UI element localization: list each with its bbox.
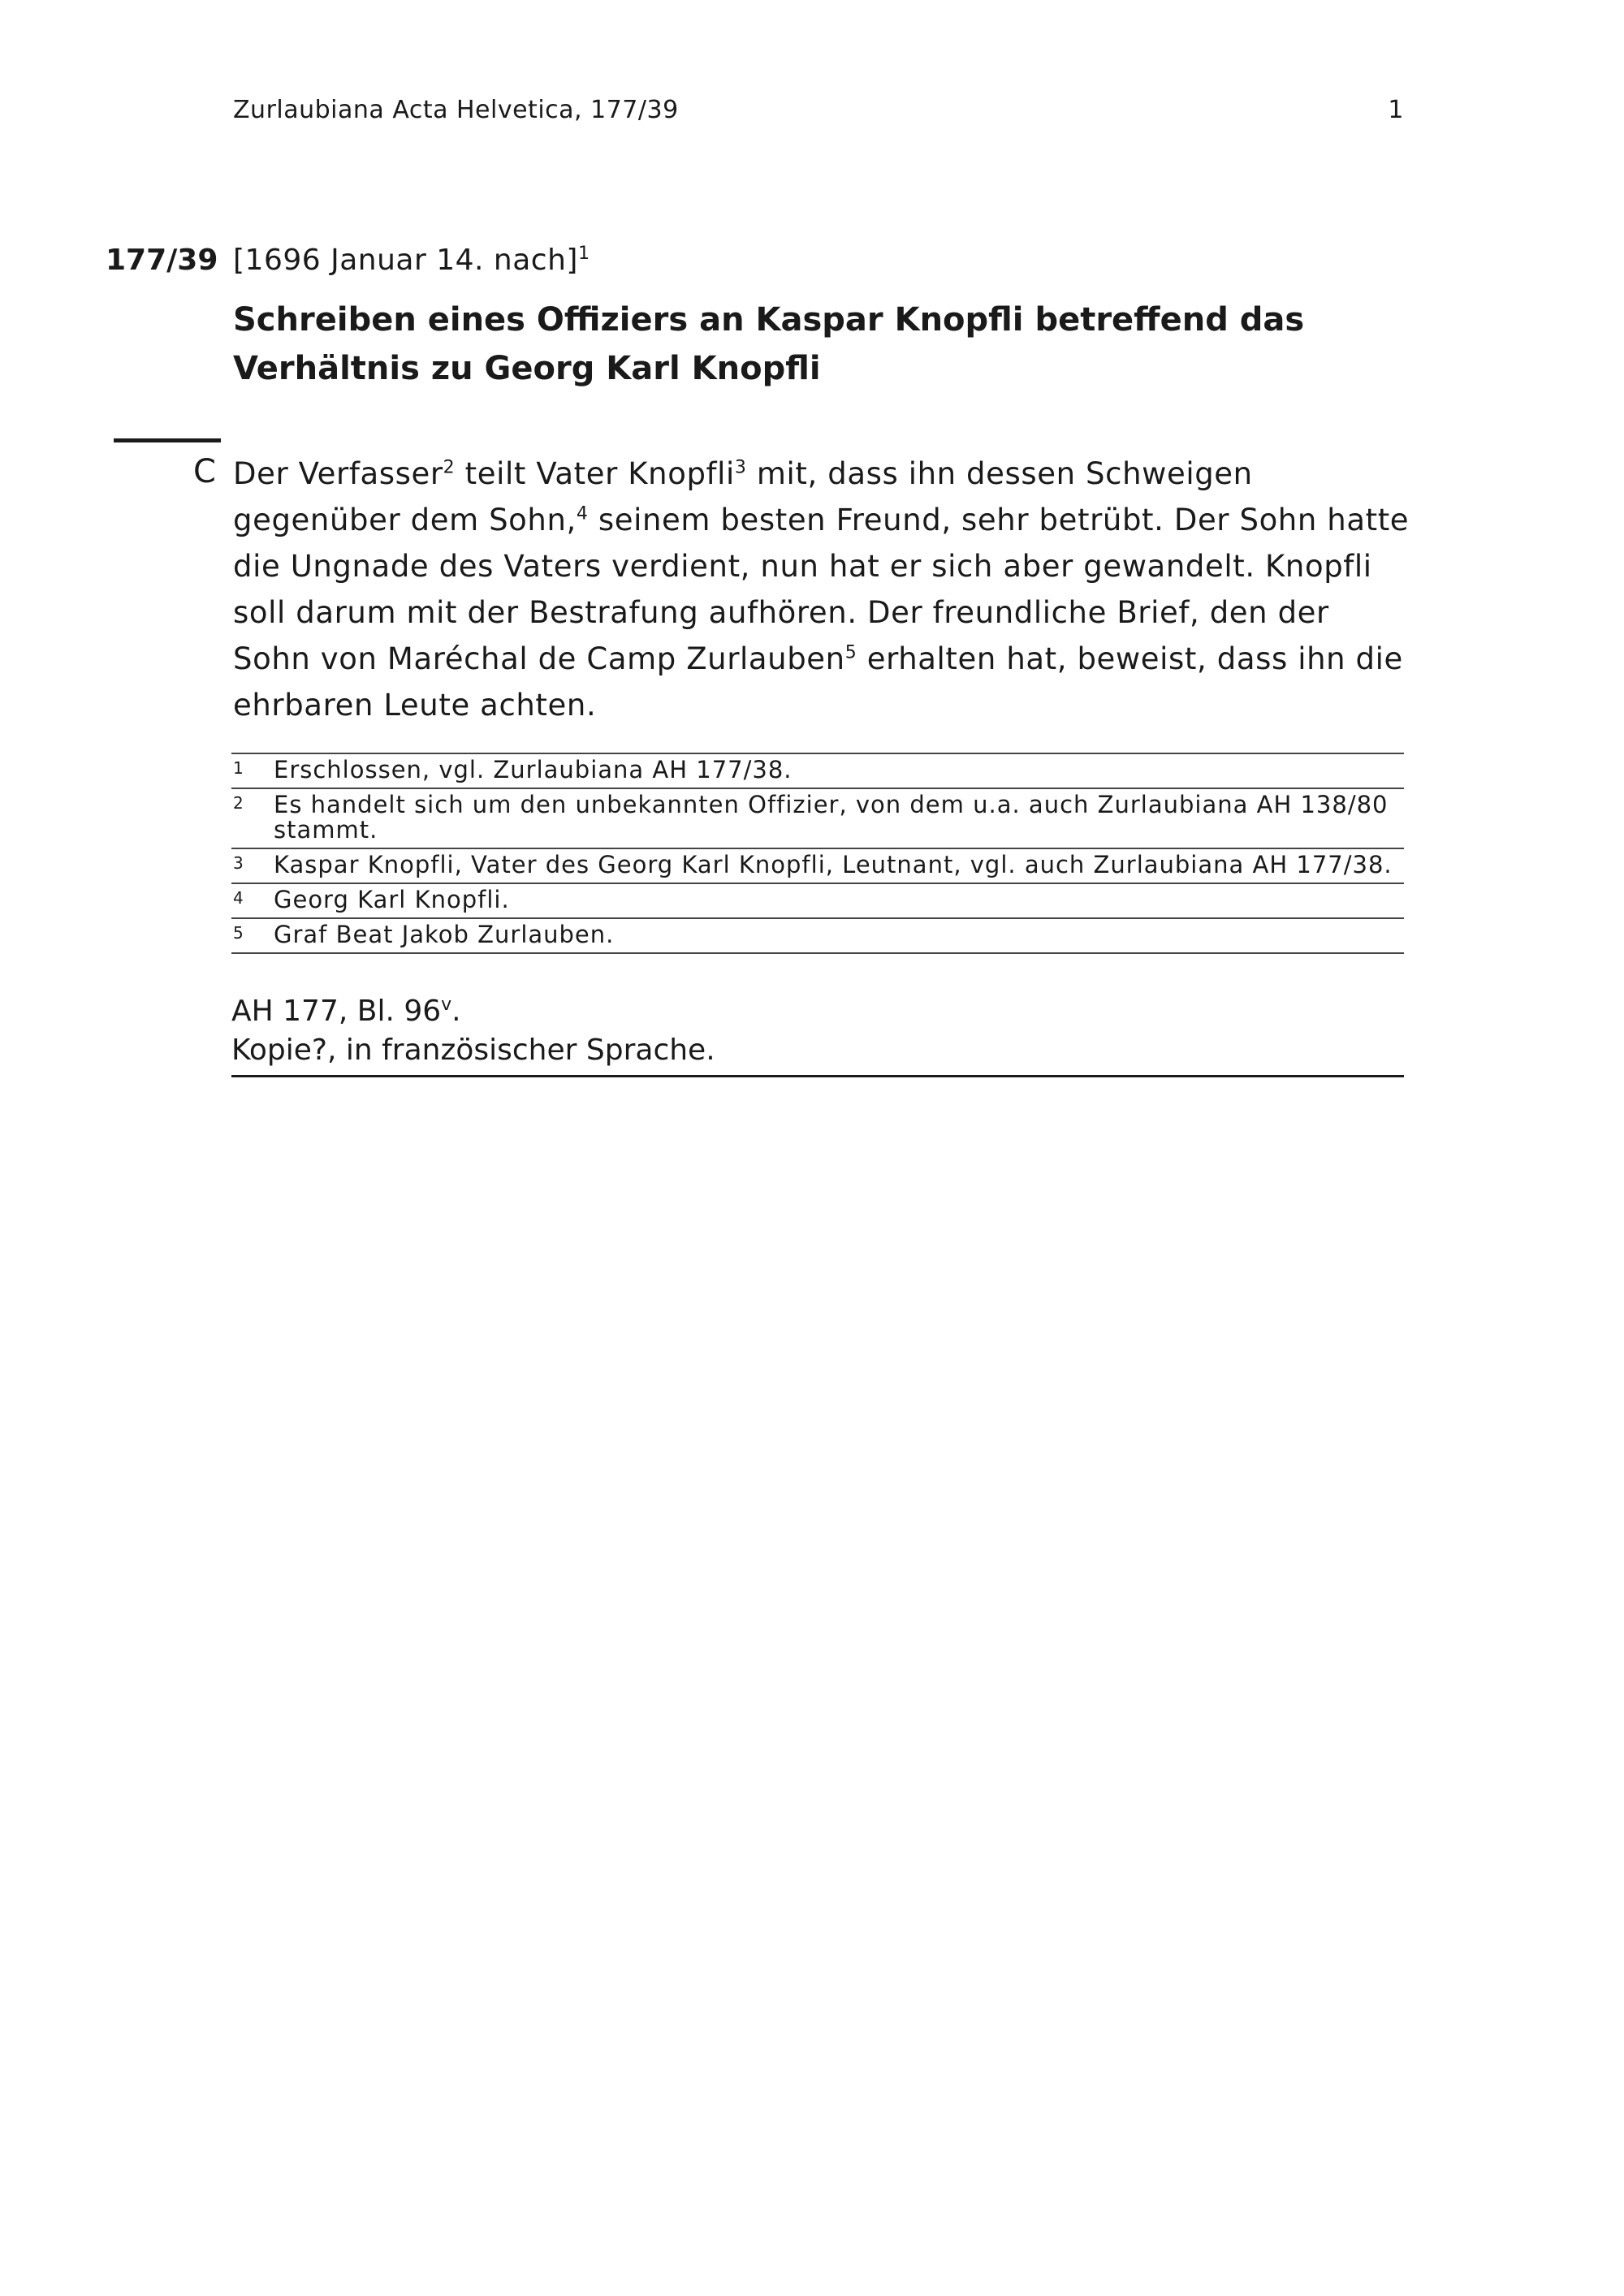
regest-part: mit, dass ihn dessen Schweigen gegenüber dem Sohn, bbox=[233, 456, 1253, 537]
archive-description: Kopie?, in französischer Sprache. bbox=[231, 1034, 715, 1067]
document-title bbox=[233, 296, 1402, 393]
footnote-text: Erschlossen, vgl. Zurlaubiana AH 177/38. bbox=[274, 756, 793, 783]
footnote-2 bbox=[231, 789, 1404, 849]
page-number: 1 bbox=[1388, 96, 1404, 124]
margin-divider bbox=[114, 438, 221, 442]
source-mark: C bbox=[193, 453, 216, 490]
regest-part: Der Verfasser bbox=[233, 456, 443, 491]
footnote-number: 2 bbox=[233, 793, 244, 813]
signature-text: AH 177, Bl. 96 bbox=[231, 995, 442, 1028]
footnote-ref-3[interactable]: 3 bbox=[734, 457, 747, 478]
footnote-3 bbox=[231, 849, 1404, 884]
archive-signature bbox=[231, 992, 1404, 1031]
folio-side: v bbox=[441, 995, 452, 1015]
document-number: 177/39 bbox=[106, 244, 218, 277]
footnote-ref-1[interactable]: 1 bbox=[577, 244, 590, 264]
footnote-number: 5 bbox=[233, 923, 244, 943]
title-line-1: Schreiben eines Offiziers an Kaspar Knopfli betreffend das bbox=[233, 301, 1305, 339]
regest-part: teilt Vater Knopfli bbox=[455, 456, 735, 491]
footnote-4 bbox=[231, 884, 1404, 919]
footnote-number: 1 bbox=[233, 758, 244, 778]
footnote-text: Graf Beat Jakob Zurlauben. bbox=[274, 921, 615, 948]
page-header bbox=[233, 96, 1404, 128]
running-title: Zurlaubiana Acta Helvetica, 177/39 bbox=[233, 96, 679, 124]
footnote-ref-4[interactable]: 4 bbox=[576, 503, 589, 524]
footnote-number: 4 bbox=[233, 888, 244, 908]
footnote-text: Es handelt sich um den unbekannten Offizier, von dem u.a. auch Zurlaubiana AH 138/80 stammt. bbox=[274, 791, 1389, 844]
archive-info bbox=[231, 992, 1404, 1077]
regest-text bbox=[233, 451, 1410, 728]
regest-part: seinem besten Freund, sehr betrübt. Der Sohn hatte die Ungnade des Vaters verdient, nun hat er sich aber gewandelt. Knopfli soll darum mit der Bestrafung aufhören. Der freundliche Brief, den der Sohn von Maréchal de Camp Zurlauben bbox=[233, 503, 1410, 676]
title-line-2: Verhältnis zu Georg Karl Knopfli bbox=[233, 350, 821, 387]
footnote-text: Kaspar Knopfli, Vater des Georg Karl Knopfli, Leutnant, vgl. auch Zurlaubiana AH 177/38. bbox=[274, 851, 1393, 878]
footnote-1 bbox=[231, 754, 1404, 789]
regest-part: erhalten hat, beweist, dass ihn die ehrbaren Leute achten. bbox=[233, 641, 1403, 723]
signature-end: . bbox=[451, 995, 461, 1028]
footnote-text: Georg Karl Knopfli. bbox=[274, 886, 510, 913]
footnote-ref-5[interactable]: 5 bbox=[844, 642, 857, 663]
document-date bbox=[233, 244, 590, 277]
footnote-number: 3 bbox=[233, 853, 244, 873]
footnote-5 bbox=[231, 919, 1404, 954]
footnotes-section bbox=[231, 753, 1404, 954]
date-text: [1696 Januar 14. nach] bbox=[233, 244, 578, 277]
footnote-ref-2[interactable]: 2 bbox=[443, 457, 456, 478]
